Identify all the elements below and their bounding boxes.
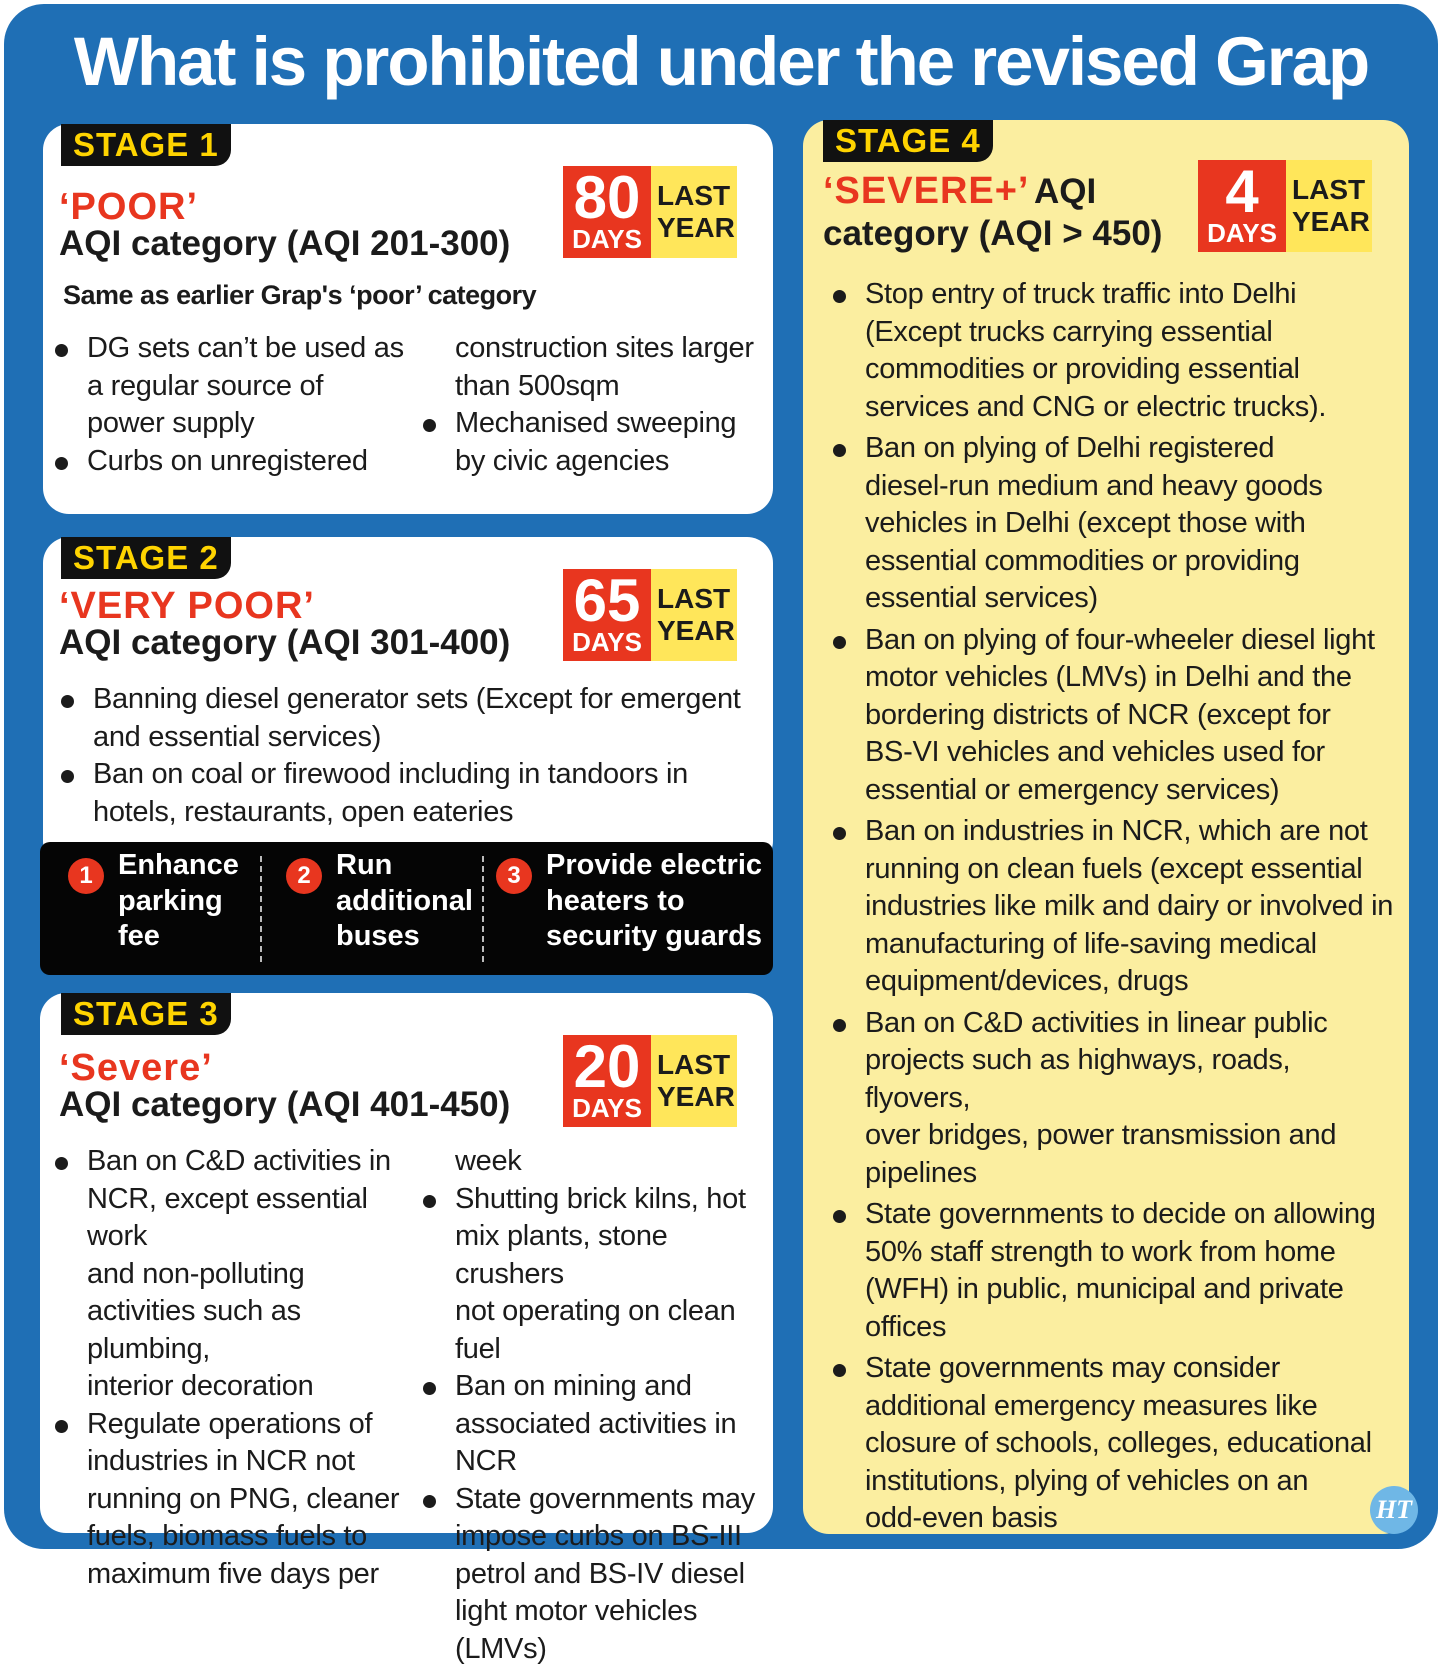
stage3-tag: STAGE 3 — [61, 993, 231, 1035]
page-title: What is prohibited under the revised Grap — [4, 22, 1438, 101]
badge-days: DAYS — [572, 1094, 642, 1122]
stage4-aqi-range: category (AQI > 450) — [823, 214, 1162, 254]
stage3-list-left — [53, 1143, 423, 1593]
stage2-card — [43, 537, 773, 867]
list-item: Regulate operations of industries in NCR not running on PNG, cleaner fuels, biomass fuels to maximum five days per — [53, 1406, 423, 1594]
list-item: State governments to decide on allowing 50% staff strength to work from home (WFH) in public, municipal and private offices — [831, 1196, 1401, 1346]
list-item: Ban on C&D activities in linear public projects such as highways, roads, flyovers, over bridges, power transmission and pipelines — [831, 1005, 1401, 1193]
stage4-aqi-label: AQI — [1034, 172, 1096, 211]
badge-days: DAYS — [572, 225, 642, 253]
action-item: 3 Provide electric heaters to security guards — [496, 848, 762, 955]
stage4-heading — [823, 170, 1096, 213]
stage2-category: ‘VERY POOR’ — [59, 585, 315, 628]
stage1-note: Same as earlier Grap's ‘poor’ category — [63, 280, 536, 311]
stage2-list — [59, 681, 759, 831]
list-item: Banning diesel generator sets (Except for emergent and essential services) — [59, 681, 759, 756]
stage1-aqi-range: AQI category (AQI 201-300) — [59, 224, 510, 264]
stage3-category: ‘Severe’ — [59, 1047, 213, 1090]
stage1-last-year-badge — [563, 166, 737, 258]
list-item: week — [421, 1143, 771, 1181]
stage1-list-left — [53, 330, 413, 480]
list-item: Ban on coal or firewood including in tandoors in hotels, restaurants, open eateries — [59, 756, 759, 831]
list-item: Ban on industries in NCR, which are not running on clean fuels (except essential industries like milk and dairy or involved in manufacturing of life-saving medical equipment/devices, drugs — [831, 813, 1401, 1001]
stage3-aqi-range: AQI category (AQI 401-450) — [59, 1085, 510, 1125]
stage3-list-right — [421, 1143, 771, 1668]
badge-last: LAST — [657, 583, 737, 615]
stage3-card — [40, 993, 773, 1533]
stage1-list-right — [421, 330, 771, 480]
badge-year: YEAR — [657, 1081, 737, 1113]
stage1-card — [43, 124, 773, 514]
action-number: 1 — [68, 858, 104, 894]
list-item: Ban on plying of four-wheeler diesel light motor vehicles (LMVs) in Delhi and the bordering districts of NCR (except for BS-VI vehicles and vehicles used for essential or emergency services) — [831, 622, 1401, 810]
list-item: construction sites larger than 500sqm — [421, 330, 771, 405]
badge-last: LAST — [1292, 174, 1372, 206]
action-item: 1 Enhance parking fee — [68, 848, 239, 955]
stage2-actions-strip — [40, 842, 773, 975]
action-item: 2 Run additional buses — [286, 848, 473, 955]
divider — [260, 856, 262, 962]
stage4-tag: STAGE 4 — [823, 120, 993, 162]
stage2-tag: STAGE 2 — [61, 537, 231, 579]
badge-year: YEAR — [657, 615, 737, 647]
list-item: Ban on C&D activities in NCR, except essential work and non-polluting activities such as plumbing, interior decoration — [53, 1143, 423, 1406]
list-item: DG sets can’t be used as a regular source of power supply — [53, 330, 413, 443]
badge-number: 4 — [1225, 165, 1258, 219]
stage4-last-year-badge — [1198, 160, 1372, 252]
action-number: 2 — [286, 858, 322, 894]
list-item: State governments may consider additional emergency measures like closure of schools, colleges, educational institutions, plying of vehicles on an odd-even basis — [831, 1350, 1401, 1538]
stage3-last-year-badge — [563, 1035, 737, 1127]
list-item: Shutting brick kilns, hot mix plants, stone crushers not operating on clean fuel — [421, 1181, 771, 1369]
badge-days: DAYS — [1207, 219, 1277, 247]
stage1-category: ‘POOR’ — [59, 186, 198, 229]
stage1-tag: STAGE 1 — [61, 124, 231, 166]
list-item: Curbs on unregistered — [53, 443, 413, 481]
ht-logo: HT — [1370, 1486, 1418, 1534]
badge-year: YEAR — [657, 212, 737, 244]
stage2-last-year-badge — [563, 569, 737, 661]
badge-number: 20 — [574, 1040, 641, 1094]
stage4-list — [831, 276, 1401, 1538]
list-item: State governments may impose curbs on BS-III petrol and BS-IV diesel light motor vehicles (LMVs) — [421, 1481, 771, 1668]
badge-last: LAST — [657, 1049, 737, 1081]
divider — [482, 856, 484, 962]
badge-number: 80 — [574, 171, 641, 225]
action-number: 3 — [496, 858, 532, 894]
badge-year: YEAR — [1292, 206, 1372, 238]
stage4-category: ‘SEVERE+’ — [823, 170, 1029, 212]
list-item: Stop entry of truck traffic into Delhi (Except trucks carrying essential commodities or providing essential services and CNG or electric trucks). — [831, 276, 1401, 426]
badge-number: 65 — [574, 574, 641, 628]
badge-last: LAST — [657, 180, 737, 212]
badge-days: DAYS — [572, 628, 642, 656]
stage4-card — [803, 120, 1409, 1534]
list-item: Ban on mining and associated activities in NCR — [421, 1368, 771, 1481]
stage2-aqi-range: AQI category (AQI 301-400) — [59, 623, 510, 663]
list-item: Mechanised sweeping by civic agencies — [421, 405, 771, 480]
list-item: Ban on plying of Delhi registered diesel-run medium and heavy goods vehicles in Delhi (except those with essential commodities or providing essential services) — [831, 430, 1401, 618]
